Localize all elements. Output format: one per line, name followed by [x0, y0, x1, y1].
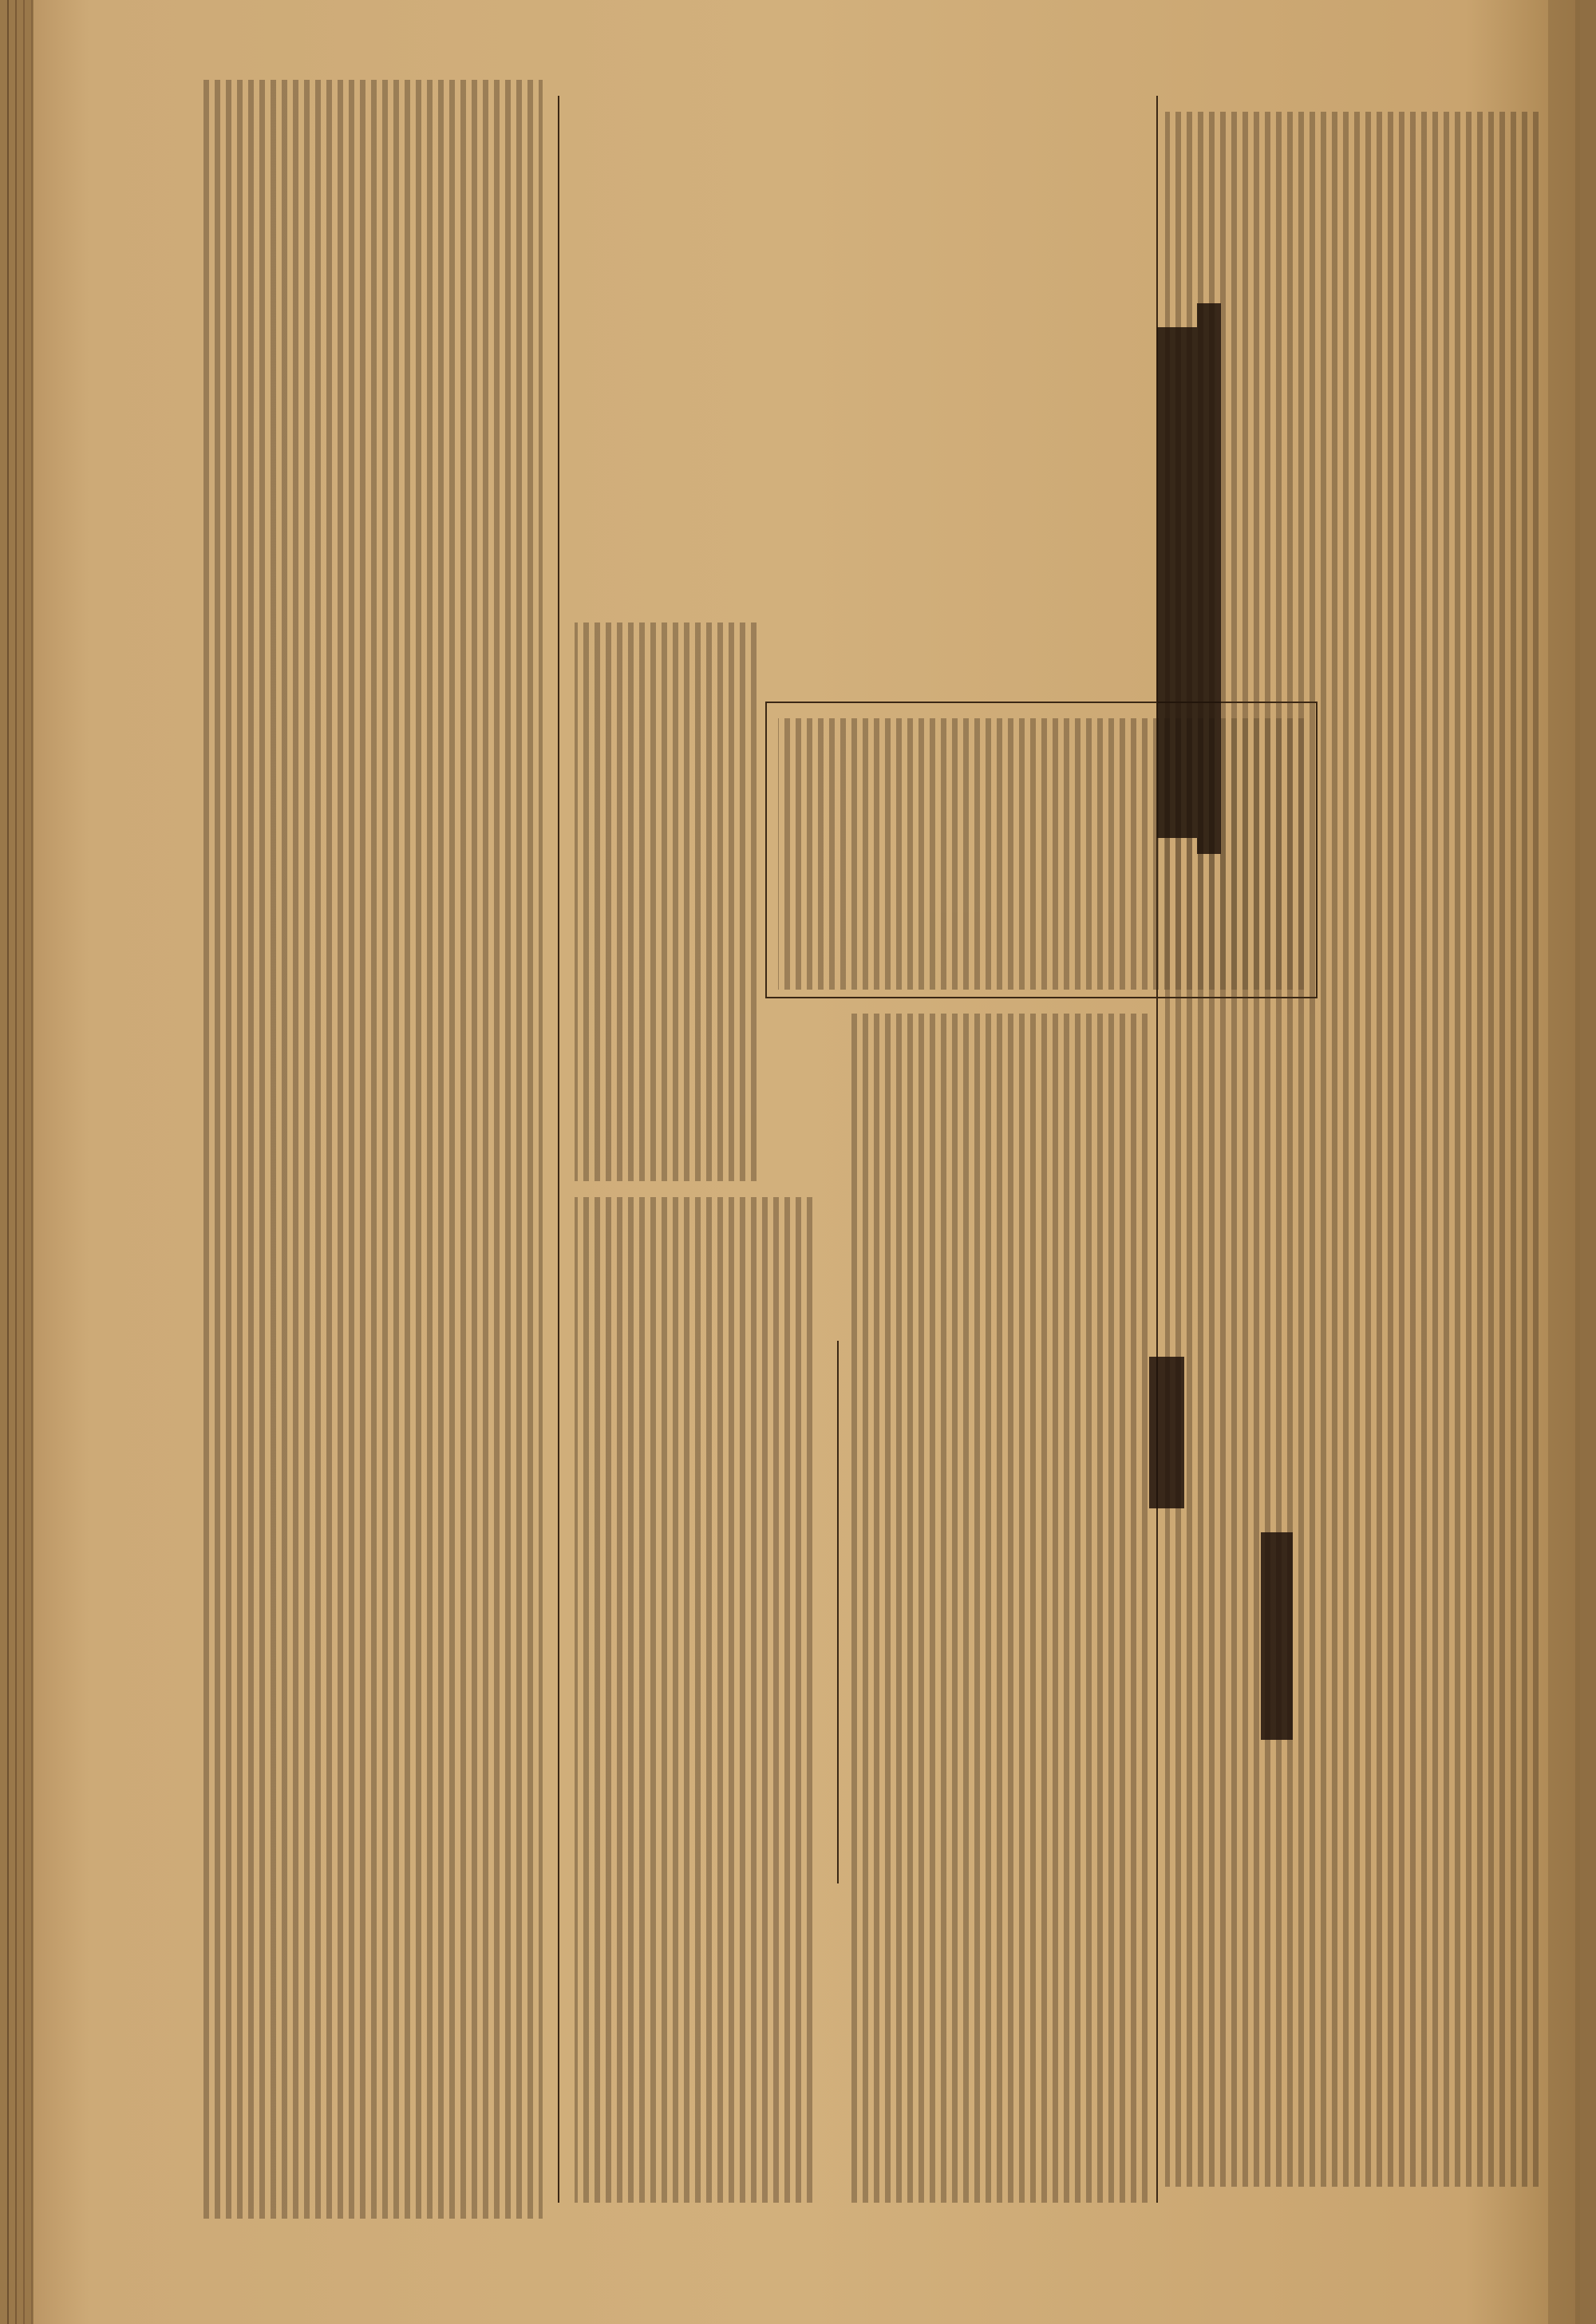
column-1-text: [207, 88, 535, 2211]
column-2-text: [583, 1205, 806, 2195]
column-4-text: [1173, 120, 1532, 2179]
left-page-stack: [0, 0, 34, 2324]
boxed-notice-text: [786, 726, 1297, 982]
edge-wear: [1548, 0, 1580, 2324]
column-3-text: [854, 1022, 1141, 2195]
